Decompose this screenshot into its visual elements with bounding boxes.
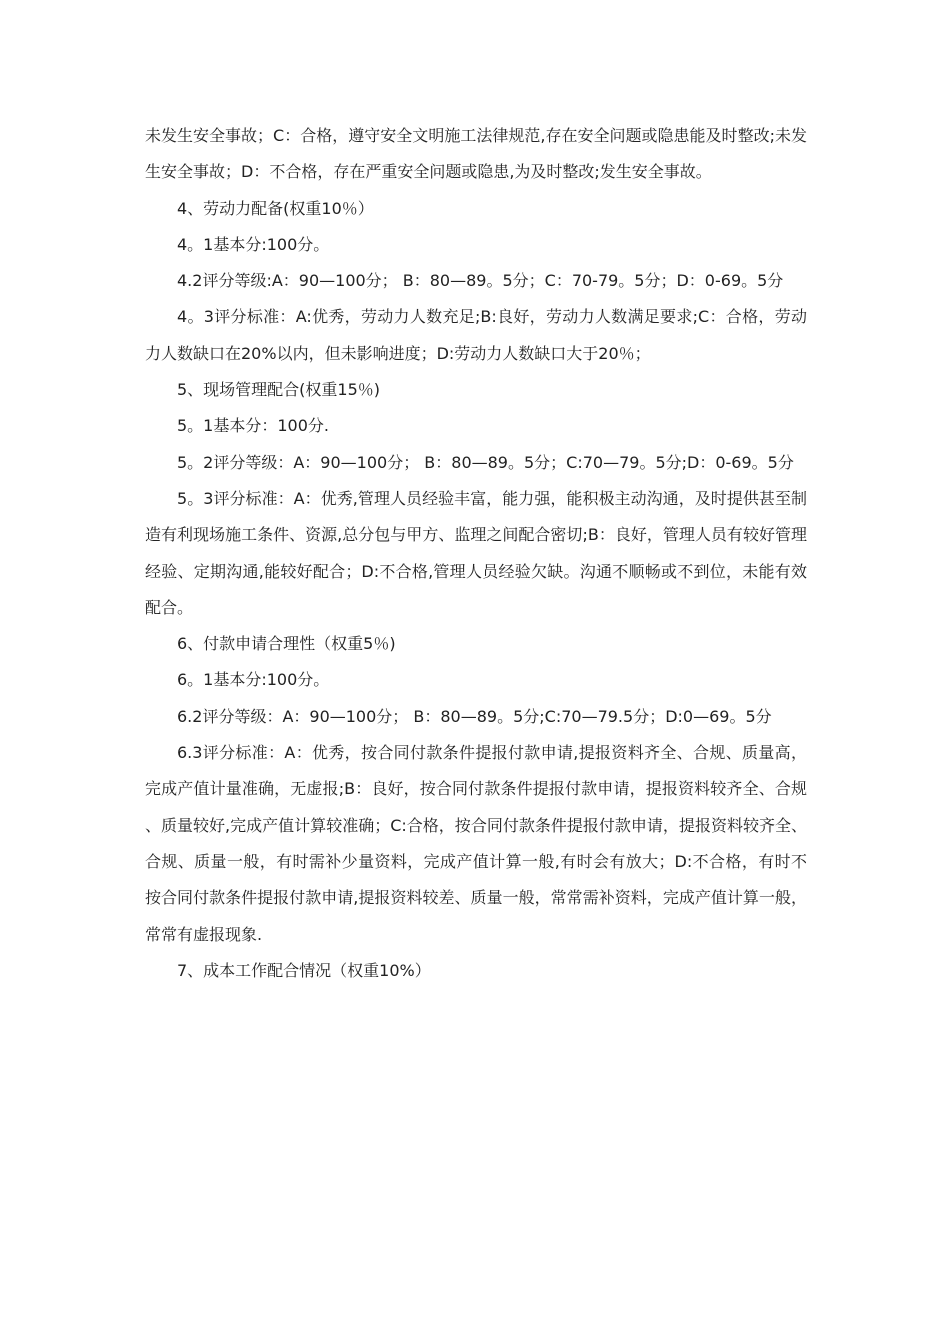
document-page xyxy=(145,118,807,989)
paragraph-payment-base-score: 6。1基本分:100分。 xyxy=(177,670,330,690)
paragraph-site-base-score: 5。1基本分：100分. xyxy=(177,416,329,436)
paragraph-site-grade-levels: 5。2评分等级：A：90—100分； B：80—89。5分；C:70—79。5分;D：0-69。5分 xyxy=(177,452,794,472)
paragraph-labor-criteria: 4。3评分标准：A:优秀，劳动力人数充足;B:良好，劳动力人数满足要求;C：合格，劳动力人数缺口在20%以内，但未影响进度；D:劳动力人数缺口大于20％； xyxy=(145,307,807,363)
paragraph-payment-criteria: 6.3评分标准：A：优秀，按合同付款条件提报付款申请,提报资料齐全、合规、质量高，完成产值计量准确，无虚报;B：良好，按合同付款条件提报付款申请，提报资料较齐全、合规、质量较好,完成产值计算较准确；C:合格，按合同付款条件提报付款申请，提报资料较齐全、合规、质量一般，有时需补少量资料，完成产值计算一般,有时会有放大；D:不合格，有时不按合同付款条件提报付款申请,提报资料较差、质量一般，常常需补资料，完成产值计算一般，常常有虚报现象. xyxy=(145,743,807,944)
paragraph-labor-base-score: 4。1基本分:100分。 xyxy=(177,234,330,254)
paragraph-safety-grades-continued: 未发生安全事故；C：合格，遵守安全文明施工法律规范,存在安全问题或隐患能及时整改;未发生安全事故；D：不合格，存在严重安全问题或隐患,为及时整改;发生安全事故。 xyxy=(145,126,807,182)
heading-cost-cooperation: 7、成本工作配合情况（权重10%） xyxy=(177,960,431,980)
paragraph-labor-grade-levels: 4.2评分等级:A：90—100分； B：80—89。5分；C：70-79。5分；D：0-69。5分 xyxy=(177,271,784,291)
paragraph-site-criteria: 5。3评分标准：A：优秀,管理人员经验丰富，能力强，能积极主动沟通，及时提供甚至制造有利现场施工条件、资源,总分包与甲方、监理之间配合密切;B：良好，管理人员有较好管理经验、定期沟通,能较好配合；D:不合格,管理人员经验欠缺。沟通不顺畅或不到位，未能有效配合。 xyxy=(145,488,807,617)
heading-labor-allocation: 4、劳动力配备(权重10％） xyxy=(177,198,374,218)
paragraph-payment-grade-levels: 6.2评分等级：A：90—100分； B：80—89。5分;C:70—79.5分；D:0—69。5分 xyxy=(177,706,772,726)
heading-payment-request: 6、付款申请合理性（权重5％) xyxy=(177,634,396,654)
heading-site-management: 5、现场管理配合(权重15％) xyxy=(177,380,381,400)
